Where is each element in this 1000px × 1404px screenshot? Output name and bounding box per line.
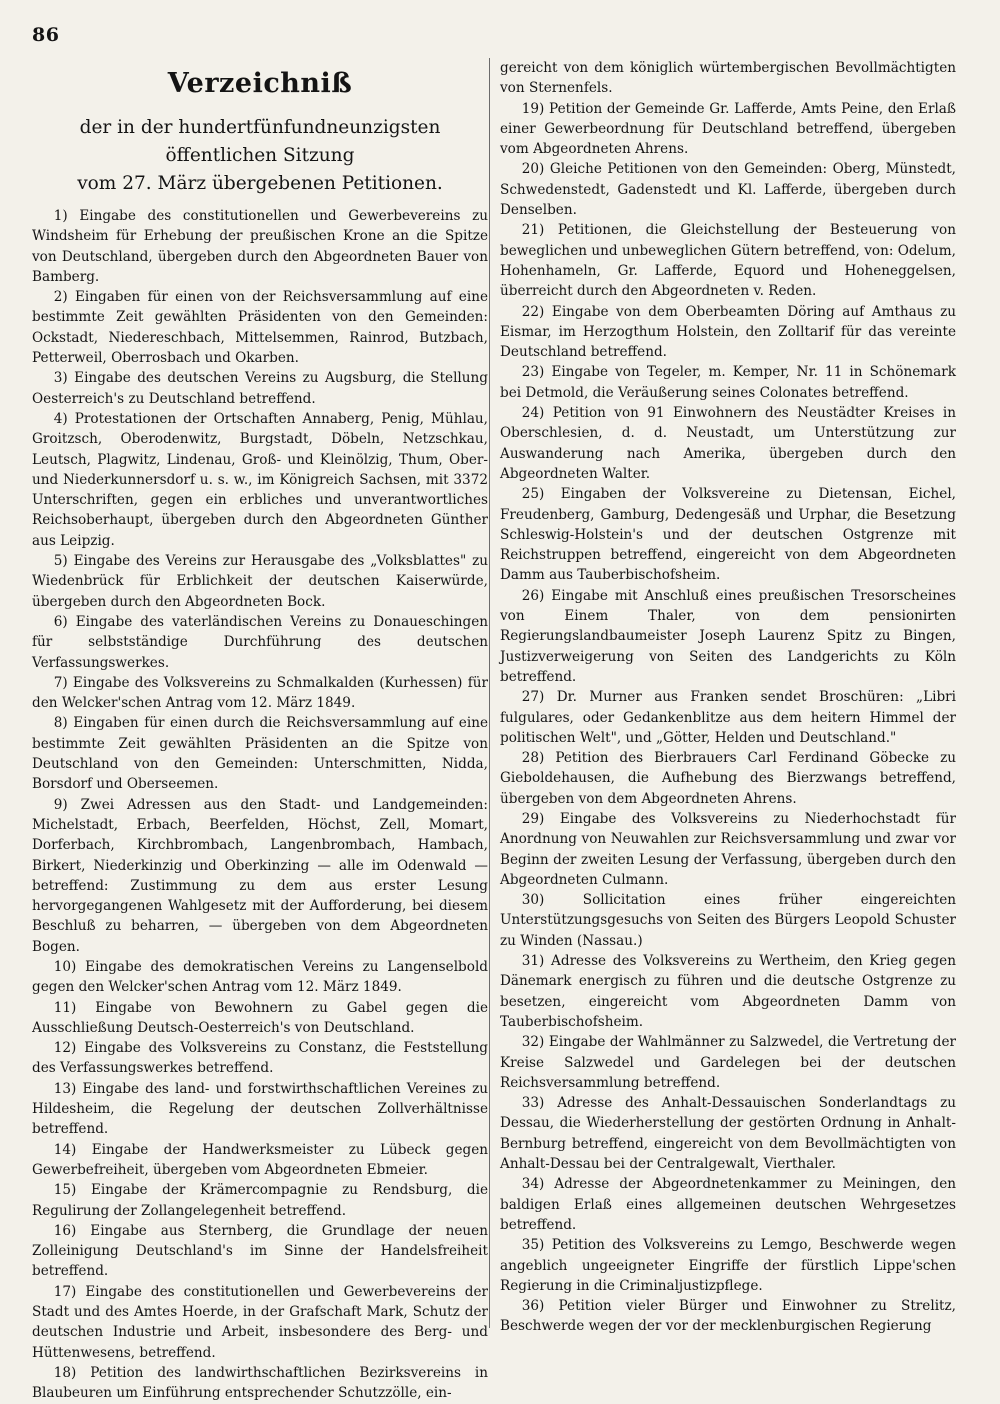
right-column xyxy=(500,58,956,1337)
petition-entry: 12) Eingabe des Volksvereins zu Constanz, die Feststellung des Verfassungswerkes betreffend. xyxy=(32,1040,488,1077)
petition-entry: 21) Petitionen, die Gleichstellung der Besteuerung von beweglichen und unbeweglichen Gütern betreffend, von: Odelum, Hohenhameln, Gr. Lafferde, Equord und Hoheneggelsen, überreicht durch den Abgeordneten v. Reden. xyxy=(500,222,956,300)
petition-entry: 29) Eingabe des Volksvereins zu Niederhochstadt für Anordnung von Neuwahlen zur Reichsversammlung und zwar vor Beginn der zweiten Lesung der Verfassung, übergeben durch den Abgeordneten Culmann. xyxy=(500,810,956,888)
petition-entry: 32) Eingabe der Wahlmänner zu Salzwedel, die Vertretung der Kreise Salzwedel und Gardelegen bei der deutschen Reichsversammlung betreffend. xyxy=(500,1034,956,1091)
petition-entry: 7) Eingabe des Volksvereins zu Schmalkalden (Kurhessen) für den Welcker'schen Antrag vom 12. März 1849. xyxy=(32,674,488,712)
petition-entry: 15) Eingabe der Krämercompagnie zu Rendsburg, die Regulirung der Zollangelegenheit betreffend. xyxy=(32,1182,488,1219)
document-subtitle-line-1: der in der hundertfünfundneunzigsten öffentlichen Sitzung xyxy=(79,117,441,166)
petition-continuation: gereicht von dem königlich würtembergischen Bevollmächtigten von Sternenfels. xyxy=(500,60,956,97)
petition-entry: 8) Eingaben für einen durch die Reichsversammlung auf eine bestimmte Zeit gewählten Präsidenten an die Spitze von Deutschland von den Gemeinden: Unterschmitten, Nidda, Borsdorf und Oberseemen. xyxy=(32,715,488,793)
petition-entry: 31) Adresse des Volksvereins zu Wertheim, den Krieg gegen Dänemark energisch zu führen und die deutsche Ostgrenze zu besetzen, eingereicht vom Abgeordneten Damm von Tauberbischofsheim. xyxy=(500,953,956,1030)
petition-entry: 19) Petition der Gemeinde Gr. Lafferde, Amts Peine, den Erlaß einer Gewerbeordnung für Deutschland betreffend, übergeben vom Abgeordneten Ahrens. xyxy=(500,100,956,158)
petition-entry: 33) Adresse des Anhalt-Dessauischen Sonderlandtags zu Dessau, die Wiederherstellung der gestörten Ordnung in Anhalt-Bernburg betreffend, eingereicht von dem Bevollmächtigten von Anhalt-Dessau bei der Centralgewalt, Vierthaler. xyxy=(500,1095,956,1173)
petition-entry: 9) Zwei Adressen aus den Stadt- und Landgemeinden: Michelstadt, Erbach, Beerfelden, Höchst, Zell, Momart, Dorferbach, Kirchbrombach, Langenbrombach, Hambach, Birkert, Niederkinzig und Oberkinzing — alle im Odenwald — betreffend: Zustimmung zu dem aus erster Lesung hervorgegangenen Wahlgesetz mit der Aufforderung, bei diesem Beschluß zu beharren, — übergeben von dem Abgeordneten Bogen. xyxy=(32,796,488,955)
page-number: 86 xyxy=(32,24,60,46)
petition-entry: 34) Adresse der Abgeordnetenkammer zu Meiningen, den baldigen Erlaß eines allgemeinen deutschen Wehrgesetzes betreffend. xyxy=(500,1176,956,1233)
petition-entry: 4) Protestationen der Ortschaften Annaberg, Penig, Mühlau, Groitzsch, Oberodenwitz, Burgstadt, Döbeln, Netzschkau, Leutsch, Plagwitz, Lindenau, Groß- und Kleinölzig, Thum, Ober- und Niederkunnersdorf u. s. w., im Königreich Sachsen, mit 3372 Unterschriften, gegen ein erbliches und unverantwortliches Reichsoberhaupt, übergeben durch den Abgeordneten Günther aus Leipzig. xyxy=(32,410,488,549)
petition-entry: 26) Eingabe mit Anschluß eines preußischen Tresorscheines von Einem Thaler, von dem pensionirten Regierungslandbaumeister Joseph Laurenz Spitz zu Bingen, Justizverweigerung von Seiten des Landgerichts zu Köln betreffend. xyxy=(500,587,956,685)
petition-entry: 5) Eingabe des Vereins zur Herausgabe des „Volksblattes" zu Wiedenbrück für Erblichkeit der deutschen Kaiserwürde, übergeben durch den Abgeordneten Bock. xyxy=(32,553,488,610)
petition-entry: 2) Eingaben für einen von der Reichsversammlung auf eine bestimmte Zeit gewählten Präsidenten von den Gemeinden: Ockstadt, Niedereschbach, Mittelsemmen, Rainrod, Butzbach, Petterweil, Oberrosbach und Okarben. xyxy=(32,289,488,367)
petition-entry: 36) Petition vieler Bürger und Einwohner zu Strelitz, Beschwerde wegen der vor der mecklenburgischen Regierung xyxy=(500,1298,956,1335)
petition-entry: 25) Eingaben der Volksvereine zu Dietensan, Eichel, Freudenberg, Gamburg, Dedengesäß und Urphar, die Besetzung Schleswig-Holstein's und der deutschen Ostgrenze mit Reichstruppen betreffend, eingereicht von dem Abgeordneten Damm aus Tauberbischofsheim. xyxy=(500,486,956,584)
right-petition-list xyxy=(500,99,956,1337)
petition-entry: 24) Petition von 91 Einwohnern des Neustädter Kreises in Oberschlesien, d. d. Neustadt, um Unterstützung zur Auswanderung nach Amerika, übergeben durch den Abgeordneten Walter. xyxy=(500,405,956,482)
left-petition-list xyxy=(32,206,488,1404)
petition-entry: 16) Eingabe aus Sternberg, die Grundlage der neuen Zolleinigung Deutschland's im Sinne der Handelsfreiheit betreffend. xyxy=(32,1222,488,1280)
petition-entry: 13) Eingabe des land- und forstwirthschaftlichen Vereines zu Hildesheim, die Regelung der deutschen Zollverhältnisse betreffend. xyxy=(32,1080,488,1138)
petition-entry: 28) Petition des Bierbrauers Carl Ferdinand Göbecke zu Gieboldehausen, die Aufhebung des Bierzwangs betreffend, übergeben von dem Abgeordneten Ahrens. xyxy=(500,750,956,807)
document-title: Verzeichniß xyxy=(167,68,353,99)
petition-entry: 3) Eingabe des deutschen Vereins zu Augsburg, die Stellung Oesterreich's zu Deutschland betreffend. xyxy=(32,370,488,407)
petition-entry: 20) Gleiche Petitionen von den Gemeinden: Oberg, Münstedt, Schwedenstedt, Gadenstedt und Kl. Lafferde, übergeben durch Denselben. xyxy=(500,161,956,219)
column-divider xyxy=(489,58,490,1328)
petition-entry: 27) Dr. Murner aus Franken sendet Broschüren: „Libri fulgulares, oder Gedankenblitze aus dem heitern Himmel der politischen Welt", und „Götter, Helden und Deutschland." xyxy=(500,689,956,746)
petition-entry: 10) Eingabe des demokratischen Vereins zu Langenselbold gegen den Welcker'schen Antrag vom 12. März 1849. xyxy=(32,958,488,996)
petition-entry: 23) Eingabe von Tegeler, m. Kemper, Nr. 11 in Schönemark bei Detmold, die Veräußerung seines Colonates betreffend. xyxy=(500,364,956,401)
petition-entry: 14) Eingabe der Handwerksmeister zu Lübeck gegen Gewerbefreiheit, übergeben vom Abgeordneten Ebmeier. xyxy=(32,1141,488,1178)
petition-entry: 1) Eingabe des constitutionellen und Gewerbevereins zu Windsheim für Erhebung der preußischen Krone an die Spitze von Deutschland, übergeben durch den Abgeordneten Bauer von Bamberg. xyxy=(32,208,488,285)
petition-entry: 6) Eingabe des vaterländischen Vereins zu Donaueschingen für selbstständige Durchführung des deutschen Verfassungswerkes. xyxy=(32,613,488,671)
left-column xyxy=(32,66,488,1404)
petition-entry: 18) Petition des landwirthschaftlichen Bezirksvereins in Blaubeuren um Einführung entsprechender Schutzzölle, ein- xyxy=(32,1364,488,1402)
document-subtitle-line-2: vom 27. März übergebenen Petitionen. xyxy=(77,173,443,194)
petition-entry: 17) Eingabe des constitutionellen und Gewerbevereins der Stadt und des Amtes Hoerde, in der Grafschaft Mark, Schutz der deutschen Industrie und Arbeit, insbesondere des Berg- und Hüttenwesens, betreffend. xyxy=(32,1283,488,1361)
petition-entry: 11) Eingabe von Bewohnern zu Gabel gegen die Ausschließung Deutsch-Oesterreich's von Deutschland. xyxy=(32,999,488,1036)
petition-entry: 30) Sollicitation eines früher eingereichten Unterstützungsgesuchs von Seiten des Bürgers Leopold Schuster zu Winden (Nassau.) xyxy=(500,892,956,949)
petition-entry: 35) Petition des Volksvereins zu Lemgo, Beschwerde wegen angeblich ungeeigneter Eingriffe der fürstlich Lippe'schen Regierung in die Criminaljustizpflege. xyxy=(500,1237,956,1294)
petition-entry: 22) Eingabe von dem Oberbeamten Döring auf Amthaus zu Eismar, im Herzogthum Holstein, den Zolltarif für das vereinte Deutschland betreffend. xyxy=(500,303,956,361)
